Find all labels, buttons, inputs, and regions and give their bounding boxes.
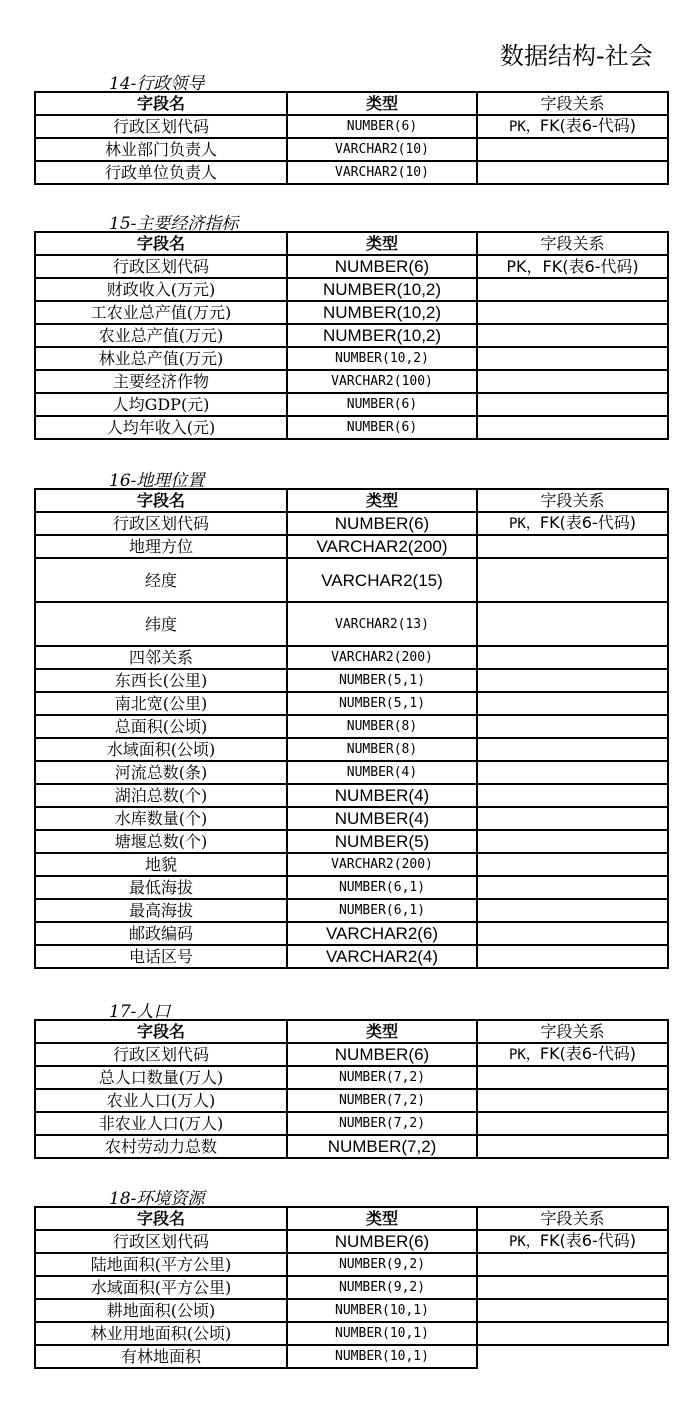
- field-relation: [477, 1230, 668, 1253]
- pk-label: PK，: [509, 1047, 540, 1063]
- table-row: [35, 347, 668, 370]
- field-relation: [477, 899, 668, 922]
- table-row: [35, 1135, 668, 1158]
- table-row: [35, 853, 668, 876]
- field-name: 行政区划代码: [35, 1043, 287, 1066]
- field-name: 农业总产值(万元): [35, 324, 287, 347]
- field-name: 林业用地面积(公顷): [35, 1322, 287, 1345]
- field-type: NUMBER(6): [287, 393, 477, 416]
- section-18: [34, 1189, 667, 1369]
- header-field: 字段名: [35, 92, 287, 115]
- field-relation: [477, 301, 668, 324]
- fk-label: FK(表6-代码): [542, 257, 639, 276]
- field-relation: [477, 646, 668, 669]
- field-relation: [477, 115, 668, 138]
- field-name: 东西长(公里): [35, 669, 287, 692]
- field-relation: [477, 535, 668, 558]
- field-type: NUMBER(4): [287, 761, 477, 784]
- field-name: 经度: [35, 558, 287, 602]
- pk-label: PK，: [506, 257, 543, 276]
- field-name: 非农业人口(万人): [35, 1112, 287, 1135]
- table-row: [35, 1089, 668, 1112]
- field-name: 财政收入(万元): [35, 278, 287, 301]
- field-name: 有林地面积: [35, 1345, 287, 1368]
- field-table: [34, 1206, 669, 1369]
- field-type: VARCHAR2(4): [287, 945, 477, 968]
- field-name: 耕地面积(公顷): [35, 1299, 287, 1322]
- field-relation: [477, 324, 668, 347]
- field-type: NUMBER(4): [287, 807, 477, 830]
- field-name: 林业部门负责人: [35, 138, 287, 161]
- table-header-row: [35, 92, 668, 115]
- section-17: [34, 1002, 667, 1159]
- field-name: 电话区号: [35, 945, 287, 968]
- field-relation: [477, 1043, 668, 1066]
- field-relation: [477, 1299, 668, 1322]
- pk-label: PK，: [509, 119, 540, 135]
- header-type: 类型: [287, 232, 477, 255]
- table-row: [35, 784, 668, 807]
- table-row: [35, 535, 668, 558]
- field-relation: [477, 1276, 668, 1299]
- field-name: 人均年收入(元): [35, 416, 287, 439]
- field-name: 行政区划代码: [35, 115, 287, 138]
- header-relation: 字段关系: [477, 1207, 668, 1230]
- section-14: [34, 74, 667, 185]
- header-relation: 字段关系: [477, 92, 668, 115]
- table-header-row: [35, 1207, 668, 1230]
- field-table: [34, 488, 669, 969]
- table-row: [35, 945, 668, 968]
- field-type: NUMBER(10,1): [287, 1345, 477, 1368]
- header-field: 字段名: [35, 1020, 287, 1043]
- field-relation: [477, 830, 668, 853]
- field-name: 纬度: [35, 602, 287, 646]
- field-type: NUMBER(5,1): [287, 669, 477, 692]
- section-16: [34, 471, 667, 969]
- header-relation: 字段关系: [477, 1020, 668, 1043]
- fk-label: FK(表6-代码): [539, 116, 636, 135]
- field-type: VARCHAR2(6): [287, 922, 477, 945]
- field-name: 农村劳动力总数: [35, 1135, 287, 1158]
- pk-label: PK，: [509, 516, 540, 532]
- document-title: 数据结构-社会: [500, 42, 653, 70]
- field-name: 邮政编码: [35, 922, 287, 945]
- header-type: 类型: [287, 489, 477, 512]
- field-name: 人均GDP(元): [35, 393, 287, 416]
- field-type: NUMBER(10,2): [287, 347, 477, 370]
- field-name: 水域面积(公顷): [35, 738, 287, 761]
- field-name: 工农业总产值(万元): [35, 301, 287, 324]
- field-relation: [477, 1089, 668, 1112]
- pk-label: PK，: [509, 1234, 540, 1250]
- field-type: NUMBER(9,2): [287, 1253, 477, 1276]
- field-type: NUMBER(6): [287, 1230, 477, 1253]
- field-name: 地貌: [35, 853, 287, 876]
- field-relation: [477, 278, 668, 301]
- header-field: 字段名: [35, 1207, 287, 1230]
- section-title: 14-行政领导: [109, 74, 205, 94]
- table-row: [35, 115, 668, 138]
- table-row: [35, 1276, 668, 1299]
- field-type: NUMBER(10,2): [287, 278, 477, 301]
- field-relation: [477, 876, 668, 899]
- field-relation: [477, 138, 668, 161]
- table-row: [35, 715, 668, 738]
- header-type: 类型: [287, 1020, 477, 1043]
- field-name: 水库数量(个): [35, 807, 287, 830]
- table-row: [35, 278, 668, 301]
- table-row: [35, 602, 668, 646]
- field-type: NUMBER(10,1): [287, 1299, 477, 1322]
- field-relation: [477, 692, 668, 715]
- table-row: [35, 738, 668, 761]
- section-title: 18-环境资源: [109, 1189, 205, 1209]
- field-type: NUMBER(9,2): [287, 1276, 477, 1299]
- field-name: 最高海拔: [35, 899, 287, 922]
- field-relation: [477, 807, 668, 830]
- field-relation: [477, 602, 668, 646]
- field-name: 南北宽(公里): [35, 692, 287, 715]
- table-row: [35, 692, 668, 715]
- fk-label: FK(表6-代码): [539, 1044, 636, 1063]
- field-table: [34, 1019, 669, 1159]
- field-type: NUMBER(8): [287, 738, 477, 761]
- section-title: 15-主要经济指标: [109, 214, 239, 234]
- table-row: [35, 1066, 668, 1089]
- table-row: [35, 1230, 668, 1253]
- field-name: 林业总产值(万元): [35, 347, 287, 370]
- field-relation: [477, 761, 668, 784]
- table-row: [35, 416, 668, 439]
- section-15: [34, 214, 667, 440]
- field-name: 陆地面积(平方公里): [35, 1253, 287, 1276]
- field-relation: [477, 715, 668, 738]
- field-relation: [477, 784, 668, 807]
- table-header-row: [35, 232, 668, 255]
- section-title: 16-地理位置: [109, 471, 205, 491]
- field-relation: [477, 922, 668, 945]
- field-type: VARCHAR2(200): [287, 853, 477, 876]
- field-relation: [477, 416, 668, 439]
- field-relation: [477, 255, 668, 278]
- table-row: [35, 301, 668, 324]
- field-name: 塘堰总数(个): [35, 830, 287, 853]
- table-row: [35, 807, 668, 830]
- field-relation: [477, 558, 668, 602]
- field-name: 农业人口(万人): [35, 1089, 287, 1112]
- table-row: [35, 1345, 668, 1368]
- field-name: 行政单位负责人: [35, 161, 287, 184]
- table-row: [35, 255, 668, 278]
- field-type: NUMBER(6): [287, 1043, 477, 1066]
- table-row: [35, 646, 668, 669]
- table-row: [35, 876, 668, 899]
- field-type: NUMBER(7,2): [287, 1112, 477, 1135]
- field-type: VARCHAR2(100): [287, 370, 477, 393]
- field-relation: [477, 393, 668, 416]
- field-type: NUMBER(4): [287, 784, 477, 807]
- field-name: 四邻关系: [35, 646, 287, 669]
- section-title: 17-人口: [109, 1002, 171, 1022]
- table-row: [35, 393, 668, 416]
- field-relation: [477, 1135, 668, 1158]
- field-table: [34, 231, 669, 440]
- field-relation: [477, 370, 668, 393]
- field-name: 总人口数量(万人): [35, 1066, 287, 1089]
- table-row: [35, 324, 668, 347]
- header-type: 类型: [287, 92, 477, 115]
- field-type: NUMBER(10,2): [287, 324, 477, 347]
- field-relation: [477, 669, 668, 692]
- table-row: [35, 1043, 668, 1066]
- field-name: 最低海拔: [35, 876, 287, 899]
- field-name: 主要经济作物: [35, 370, 287, 393]
- header-field: 字段名: [35, 232, 287, 255]
- field-table: [34, 91, 669, 185]
- table-row: [35, 161, 668, 184]
- field-relation: [477, 161, 668, 184]
- field-name: 水域面积(平方公里): [35, 1276, 287, 1299]
- field-type: VARCHAR2(200): [287, 646, 477, 669]
- field-type: NUMBER(10,2): [287, 301, 477, 324]
- field-type: NUMBER(6): [287, 512, 477, 535]
- table-row: [35, 512, 668, 535]
- field-relation: [477, 945, 668, 968]
- table-row: [35, 1253, 668, 1276]
- field-name: 行政区划代码: [35, 255, 287, 278]
- field-type: VARCHAR2(10): [287, 161, 477, 184]
- table-row: [35, 669, 668, 692]
- header-field: 字段名: [35, 489, 287, 512]
- field-type: NUMBER(5): [287, 830, 477, 853]
- table-row: [35, 558, 668, 602]
- field-type: NUMBER(7,2): [287, 1066, 477, 1089]
- field-type: NUMBER(6): [287, 416, 477, 439]
- field-type: NUMBER(6,1): [287, 876, 477, 899]
- table-row: [35, 830, 668, 853]
- field-type: NUMBER(7,2): [287, 1089, 477, 1112]
- field-relation: [477, 1112, 668, 1135]
- field-type: NUMBER(6): [287, 115, 477, 138]
- table-row: [35, 1112, 668, 1135]
- field-type: VARCHAR2(13): [287, 602, 477, 646]
- table-row: [35, 138, 668, 161]
- fk-label: FK(表6-代码): [539, 513, 636, 532]
- field-name: 河流总数(条): [35, 761, 287, 784]
- field-type: VARCHAR2(200): [287, 535, 477, 558]
- table-row: [35, 1322, 668, 1345]
- field-name: 行政区划代码: [35, 1230, 287, 1253]
- field-relation: [477, 738, 668, 761]
- table-row: [35, 761, 668, 784]
- field-name: 行政区划代码: [35, 512, 287, 535]
- field-relation: [477, 512, 668, 535]
- field-type: NUMBER(8): [287, 715, 477, 738]
- table-row: [35, 922, 668, 945]
- table-header-row: [35, 1020, 668, 1043]
- header-relation: 字段关系: [477, 232, 668, 255]
- field-name: 湖泊总数(个): [35, 784, 287, 807]
- field-name: 地理方位: [35, 535, 287, 558]
- field-relation: [477, 347, 668, 370]
- field-relation: [477, 1253, 668, 1276]
- field-type: NUMBER(6): [287, 255, 477, 278]
- fk-label: FK(表6-代码): [539, 1231, 636, 1250]
- field-type: NUMBER(6,1): [287, 899, 477, 922]
- field-name: 总面积(公顷): [35, 715, 287, 738]
- field-relation: [477, 1322, 668, 1345]
- table-header-row: [35, 489, 668, 512]
- field-type: VARCHAR2(10): [287, 138, 477, 161]
- table-row: [35, 370, 668, 393]
- header-type: 类型: [287, 1207, 477, 1230]
- field-relation: [477, 1066, 668, 1089]
- field-relation: [477, 853, 668, 876]
- table-row: [35, 899, 668, 922]
- header-relation: 字段关系: [477, 489, 668, 512]
- field-type: NUMBER(7,2): [287, 1135, 477, 1158]
- field-type: VARCHAR2(15): [287, 558, 477, 602]
- field-relation: [477, 1345, 668, 1368]
- table-row: [35, 1299, 668, 1322]
- field-type: NUMBER(10,1): [287, 1322, 477, 1345]
- field-type: NUMBER(5,1): [287, 692, 477, 715]
